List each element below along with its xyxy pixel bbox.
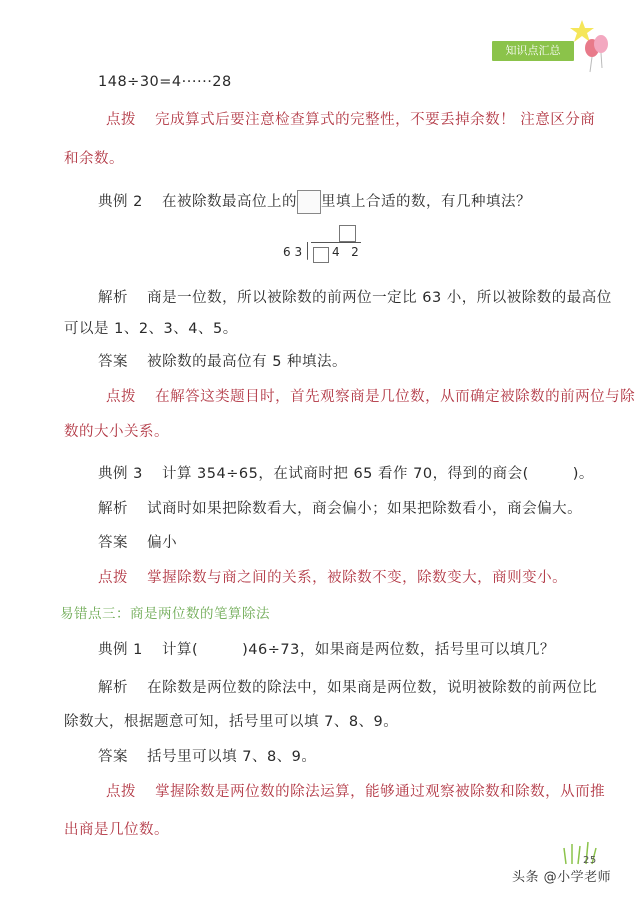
analysis-text: 在除数是两位数的除法中，如果商是两位数，说明被除数的前两位比 [147,680,598,696]
analysis-3 [98,497,582,518]
division-bar [311,242,361,243]
answer-3 [98,531,177,552]
analysis-label: 解析 [98,501,128,517]
tip-2-cont: 数的大小关系。 [64,424,169,440]
long-division [283,225,363,265]
example-3 [98,462,594,483]
analysis-2-cont: 可以是 1、2、3、4、5。 [64,321,238,337]
example-label: 典例 1 [98,642,143,658]
example-text: 计算( [161,642,199,658]
analysis-label: 解析 [98,680,128,696]
division-bracket [307,242,308,260]
tip-text: 掌握除数与商之间的关系，被除数不变，除数变大，商则变小。 [147,570,568,586]
answer-label: 答案 [98,354,128,370]
equation-line: 148÷30=4······28 [98,74,232,90]
example-label: 典例 3 [98,466,143,482]
example-label: 典例 2 [98,194,143,210]
answer-text: 偏小 [147,535,178,551]
section-tab: 知识点汇总 [492,41,574,61]
section-title: 易错点三：商是两位数的笔算除法 [60,606,270,622]
example-text: 里填上合适的数，有几种填法？ [320,194,531,210]
example-text: )46÷73，如果商是两位数，括号里可以填几？ [242,642,555,658]
example-2 [98,190,531,214]
tip-4 [106,780,605,801]
dividend-blank-box [313,247,329,263]
tip-1 [106,108,595,129]
answer-label: 答案 [98,749,128,765]
analysis-1 [98,676,597,697]
answer-text: 括号里可以填 7、8、9。 [147,749,317,765]
analysis-text: 试商时如果把除数看大，商会偏小；如果把除数看小，商会偏大。 [147,501,583,517]
analysis-1-cont: 除数大，根据题意可知，括号里可以填 7、8、9。 [64,714,399,730]
watermark: 头条 @小学老师 [512,870,612,885]
tip-text: 掌握除数是两位数的除法运算，能够通过观察被除数和除数，从而推 [155,784,606,800]
example-text: )。 [572,466,594,482]
tip-text: 在解答这类题目时，首先观察商是几位数，从而确定被除数的前两位与除 [155,389,636,405]
tip-label: 点拨 [106,389,136,405]
tip-3 [98,566,567,587]
answer-1 [98,745,316,766]
balloon-decoration-icon [568,14,612,74]
tip-label: 点拨 [98,570,128,586]
tip-4-cont: 出商是几位数。 [64,822,169,838]
page-number: 25 [583,855,597,866]
dividend-digits: 4 2 [332,245,359,259]
answer-2 [98,350,347,371]
example-text: 在被除数最高位上的 [161,194,297,210]
tip-text: 完成算式后要注意检查算式的完整性，不要丢掉余数！ 注意区分商 [155,112,596,128]
analysis-label: 解析 [98,290,128,306]
blank-box [297,190,321,214]
tip-2 [106,385,635,406]
answer-label: 答案 [98,535,128,551]
example-1 [98,638,555,659]
answer-text: 被除数的最高位有 5 种填法。 [147,354,348,370]
analysis-2 [98,286,612,307]
tip-1-cont: 和余数。 [64,151,124,167]
analysis-text: 商是一位数，所以被除数的前两位一定比 63 小，所以被除数的最高位 [147,290,612,306]
tip-label: 点拨 [106,784,136,800]
example-text: 计算 354÷65，在试商时把 65 看作 70，得到的商会( [161,466,529,482]
divisor: 6 3 [283,245,303,259]
tip-label: 点拨 [106,112,136,128]
quotient-box [339,225,356,242]
